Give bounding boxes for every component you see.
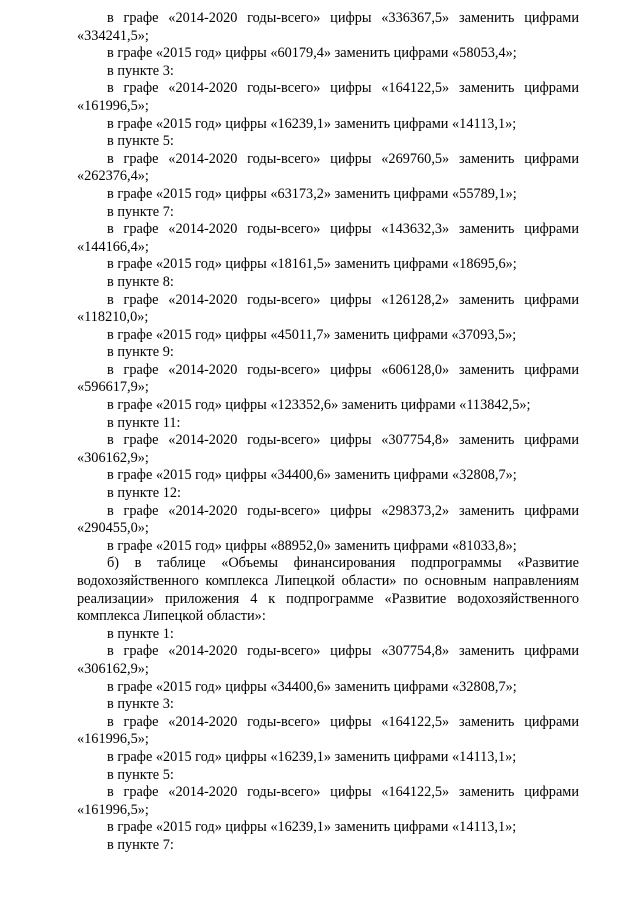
paragraph: в пункте 5:: [107, 133, 174, 150]
paragraph: в графе «2015 год» цифры «88952,0» заменить цифрами «81033,8»;: [107, 537, 517, 554]
paragraph: в графе «2014-2020 годы-всего» цифры «298373,2» заменить цифрами «290455,0»;: [77, 502, 579, 537]
document-page: [77, 10, 579, 855]
paragraph: в графе «2015 год» цифры «16239,1» заменить цифрами «14113,1»;: [107, 748, 517, 765]
paragraph: в графе «2014-2020 годы-всего» цифры «307754,8» заменить цифрами «306162,9»;: [77, 643, 579, 677]
paragraph: в пункте 11:: [107, 414, 181, 431]
paragraph: в пункте 7:: [107, 836, 174, 853]
paragraph: в графе «2014-2020 годы-всего» цифры «143632,3» заменить цифрами «144166,4»;: [77, 221, 579, 255]
paragraph: в графе «2014-2020 годы-всего» цифры «164122,5» заменить цифрами «161996,5»;: [77, 713, 579, 748]
paragraph: в графе «2015 год» цифры «16239,1» заменить цифрами «14113,1»;: [107, 819, 517, 836]
paragraph: б) в таблице «Объемы финансирования подпрограммы «Развитие водохозяйственного комплекса Липецкой области» по основным направлениям реализации» приложения 4 к подпрограмме «Развитие водохозяйственного комплекса Липецкой области»:: [77, 555, 579, 625]
paragraph: в пункте 9:: [107, 344, 174, 361]
paragraph: в пункте 5:: [107, 766, 174, 783]
paragraph: в графе «2014-2020 годы-всего» цифры «164122,5» заменить цифрами «161996,5»;: [77, 784, 579, 818]
paragraph: в пункте 3:: [107, 696, 174, 713]
paragraph: в графе «2015 год» цифры «34400,6» заменить цифрами «32808,7»;: [107, 467, 517, 484]
paragraph: в пункте 12:: [107, 485, 181, 502]
paragraph: в графе «2015 год» цифры «34400,6» заменить цифрами «32808,7»;: [107, 678, 517, 695]
paragraph: в графе «2014-2020 годы-всего» цифры «269760,5» заменить цифрами «262376,4»;: [77, 150, 579, 185]
paragraph: в графе «2015 год» цифры «16239,1» заменить цифрами «14113,1»;: [107, 115, 517, 132]
paragraph: в графе «2014-2020 годы-всего» цифры «126128,2» заменить цифрами «118210,0»;: [77, 291, 579, 326]
paragraph: в графе «2014-2020 годы-всего» цифры «336367,5» заменить цифрами «334241,5»;: [77, 10, 579, 44]
paragraph: в графе «2015 год» цифры «60179,4» заменить цифрами «58053,4»;: [107, 45, 517, 62]
paragraph: в графе «2014-2020 годы-всего» цифры «307754,8» заменить цифрами «306162,9»;: [77, 432, 579, 466]
paragraph: в графе «2014-2020 годы-всего» цифры «606128,0» заменить цифрами «596617,9»;: [77, 361, 579, 396]
paragraph: в пункте 8:: [107, 273, 174, 290]
paragraph: в графе «2015 год» цифры «45011,7» заменить цифрами «37093,5»;: [107, 326, 517, 343]
paragraph: в графе «2014-2020 годы-всего» цифры «164122,5» заменить цифрами «161996,5»;: [77, 80, 579, 114]
paragraph: в графе «2015 год» цифры «123352,6» заменить цифрами «113842,5»;: [107, 397, 531, 414]
paragraph: в пункте 1:: [107, 625, 174, 642]
paragraph: в пункте 3:: [107, 62, 174, 79]
paragraph: в пункте 7:: [107, 203, 174, 220]
paragraph: в графе «2015 год» цифры «18161,5» заменить цифрами «18695,6»;: [107, 256, 517, 273]
paragraph: в графе «2015 год» цифры «63173,2» заменить цифрами «55789,1»;: [107, 185, 517, 202]
